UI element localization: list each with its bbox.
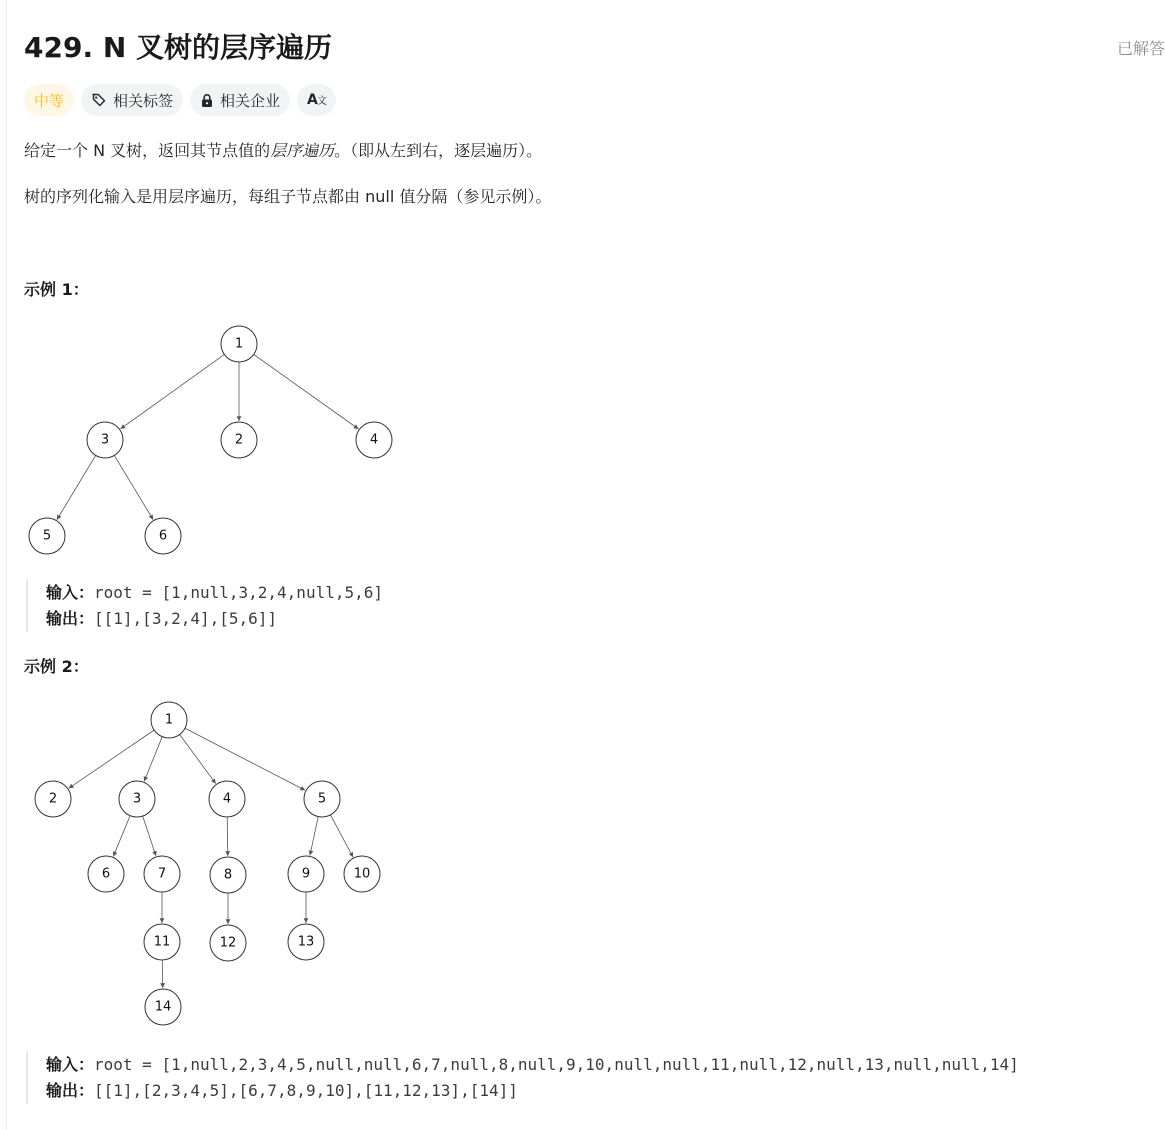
related-tags-button[interactable]	[81, 84, 183, 116]
tree-node-label: 10	[353, 866, 371, 882]
tree-edge-3-6	[114, 455, 153, 519]
tree-edge-5-10	[330, 815, 353, 857]
tree-node-label: 3	[132, 791, 142, 807]
tree-node-label: 14	[154, 999, 172, 1015]
example-1-tree-diagram	[24, 318, 404, 563]
tree-edge-3-7	[143, 816, 156, 856]
tree-node-label: 1	[164, 712, 174, 728]
difficulty-badge[interactable]	[24, 84, 74, 116]
tree-node-3	[87, 422, 123, 458]
tree-node-5	[304, 781, 340, 817]
tree-edge-1-4	[180, 735, 216, 784]
tree-edge-3-5	[57, 455, 96, 519]
input-value: root = [1,null,3,2,4,null,5,6]	[94, 583, 383, 602]
tree-edge-1-2	[69, 730, 154, 788]
tree-node-5	[29, 518, 65, 554]
tree-edge-1-5	[185, 728, 305, 790]
input-label: 输入：	[46, 1055, 95, 1074]
input-value: root = [1,null,2,3,4,5,null,null,6,7,null,8,null,9,10,null,null,11,null,12,null,13,null,null,14]	[94, 1055, 1019, 1074]
tree-node-4	[209, 781, 245, 817]
tree-edge-1-4	[254, 354, 359, 429]
output-label: 输出：	[46, 1081, 95, 1100]
difficulty-label: 中等	[34, 91, 65, 110]
tree-node-3	[119, 781, 155, 817]
translate-icon: A文	[307, 92, 326, 108]
example-2-io-block	[26, 1052, 1019, 1104]
problem-tags-bar	[24, 84, 336, 116]
tree-node-label: 8	[223, 867, 233, 883]
tree-node-label: 9	[301, 866, 311, 882]
tree-node-label: 2	[234, 432, 244, 448]
tree-node-12	[210, 925, 246, 961]
tree-node-label: 5	[317, 791, 327, 807]
problem-title: 429. N 叉树的层序遍历	[24, 31, 333, 64]
related-companies-label: 相关企业	[220, 91, 281, 110]
tree-edge-1-3	[144, 737, 162, 782]
page-left-border	[6, 0, 7, 1130]
related-tags-label: 相关标签	[113, 91, 174, 110]
tree-node-label: 2	[48, 791, 58, 807]
example-2-tree-diagram	[24, 695, 394, 1035]
tree-node-4	[356, 422, 392, 458]
tree-node-label: 4	[222, 791, 232, 807]
tree-node-7	[144, 856, 180, 892]
tree-node-label: 6	[158, 528, 168, 544]
output-value: [[1],[2,3,4,5],[6,7,8,9,10],[11,12,13],[14]]	[94, 1081, 518, 1100]
tree-node-2	[221, 422, 257, 458]
description-paragraph-1	[24, 138, 542, 161]
input-label: 输入：	[46, 583, 95, 602]
translate-button[interactable]	[297, 84, 336, 116]
tree-node-2	[35, 781, 71, 817]
tree-node-9	[288, 856, 324, 892]
tree-node-11	[144, 924, 180, 960]
desc-text-a: 给定一个 N 叉树，返回其节点值的	[24, 141, 271, 160]
output-value: [[1],[3,2,4],[5,6]]	[94, 609, 278, 628]
tree-edge-1-3	[120, 354, 224, 428]
tree-node-14	[145, 989, 181, 1025]
tree-edge-4-8	[227, 817, 228, 856]
tree-edge-3-6	[113, 816, 130, 857]
tree-node-label: 11	[153, 934, 171, 950]
solved-status[interactable]: 已解答	[1117, 39, 1165, 58]
tag-icon	[91, 92, 107, 108]
example-1-output	[46, 606, 383, 632]
tree-node-1	[151, 702, 187, 738]
tree-node-6	[145, 518, 181, 554]
tree-node-8	[210, 857, 246, 893]
desc-emphasis: 层序遍历	[270, 141, 335, 160]
tree-node-6	[88, 856, 124, 892]
tree-node-13	[288, 924, 324, 960]
related-companies-button[interactable]	[190, 84, 290, 116]
tree-node-label: 1	[234, 336, 244, 352]
tree-edge-5-9	[310, 817, 318, 856]
tree-node-label: 7	[157, 866, 167, 882]
tree-node-label: 4	[369, 432, 379, 448]
example-1-input	[46, 580, 383, 606]
example-2-heading: 示例 2：	[24, 657, 89, 676]
example-2-input	[46, 1052, 1019, 1078]
tree-node-label: 5	[42, 528, 52, 544]
desc-text-b: 。（即从左到右，逐层遍历）。	[334, 141, 543, 160]
tree-node-1	[221, 326, 257, 362]
description-paragraph-2: 树的序列化输入是用层序遍历，每组子节点都由 null 值分隔（参见示例）。	[24, 187, 552, 206]
output-label: 输出：	[46, 609, 95, 628]
example-1-io-block	[26, 580, 383, 632]
tree-node-label: 13	[297, 934, 315, 950]
example-2-output	[46, 1078, 1019, 1104]
example-1-heading: 示例 1：	[24, 280, 89, 299]
tree-node-label: 6	[101, 866, 111, 882]
lock-icon	[200, 93, 214, 108]
tree-node-label: 3	[100, 432, 110, 448]
tree-node-10	[344, 856, 380, 892]
tree-node-label: 12	[219, 935, 237, 951]
